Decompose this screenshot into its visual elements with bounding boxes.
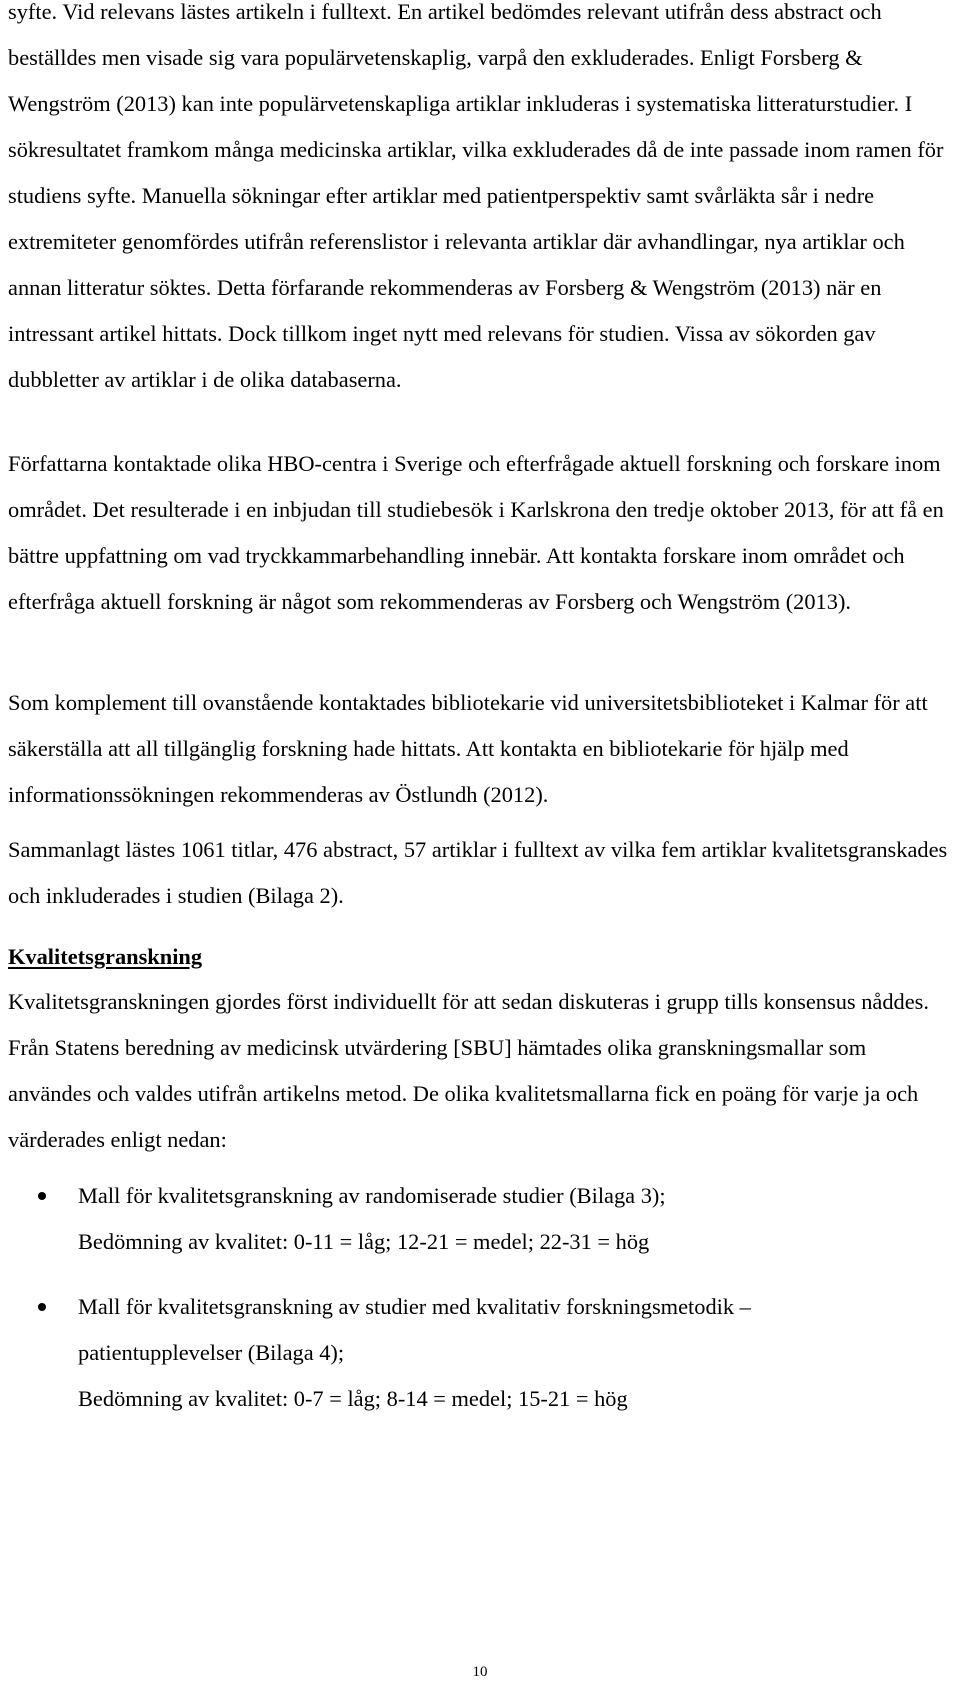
bullet-line: Mall för kvalitetsgranskning av randomiserade studier (Bilaga 3); (78, 1183, 666, 1208)
bullet-text (78, 1173, 928, 1265)
bullet-line: Bedömning av kvalitet: 0-7 = låg; 8-14 = medel; 15-21 = hög (78, 1386, 628, 1411)
bullet-icon (38, 1303, 46, 1311)
section-heading: Kvalitetsgranskning (8, 944, 203, 969)
paragraph-summary-counts: Sammanlagt lästes 1061 titlar, 476 abstract, 57 artiklar i fulltext av vilka fem artiklar kvalitetsgranskades och inkluderades i studien (Bilaga 2). (8, 837, 948, 908)
paragraph-quality-review: Kvalitetsgranskningen gjordes först individuellt för att sedan diskuteras i grupp tills konsensus nåddes. Från Statens beredning av medicinsk utvärdering [SBU] hämtades olika granskningsmallar som användes och valdes utifrån artikelns metod. De olika kvalitetsmallarna fick en poäng för varje ja och värderades enligt nedan: (8, 989, 929, 1152)
paragraph-hbo-centers: Författarna kontaktade olika HBO-centra i Sverige och efterfrågade aktuell forskning och forskare inom området. Det resulterade i en inbjudan till studiebesök i Karlskrona den tredje oktober 2013, för att få en bättre uppfattning om vad tryckkammarbehandling innebär. Att kontakta forskare inom området och efterfråga aktuell forskning är något som rekommenderas av Forsberg och Wengström (2013). (8, 451, 944, 614)
page-number: 10 (472, 1664, 488, 1680)
bullet-line: Bedömning av kvalitet: 0-11 = låg; 12-21 = medel; 22-31 = hög (78, 1229, 650, 1254)
bullet-icon (38, 1192, 46, 1200)
paragraph-librarian: Som komplement till ovanstående kontaktades bibliotekarie vid universitetsbiblioteket i Kalmar för att säkerställa att all tillgänglig forskning hade hittats. Att kontakta en bibliotekarie för hjälp med informationssökningen rekommenderas av Östlundh (2012). (8, 690, 928, 807)
bullet-text (78, 1284, 928, 1422)
bullet-line: patientupplevelser (Bilaga 4); (78, 1340, 345, 1365)
bullet-line: Mall för kvalitetsgranskning av studier med kvalitativ forskningsmetodik – (78, 1294, 751, 1319)
paragraph-search-results: syfte. Vid relevans lästes artikeln i fulltext. En artikel bedömdes relevant utifrån dess abstract och beställdes men visade sig vara populärvetenskaplig, varpå den exkluderades. Enligt Forsberg & Wengström (2013) kan inte populärvetenskapliga artiklar inkluderas i systematiska litteraturstudier. I sökresultatet framkom många medicinska artiklar, vilka exkluderades då de inte passade inom ramen för studiens syfte. Manuella sökningar efter artiklar med patientperspektiv samt svårläkta sår i nedre extremiteter genomfördes utifrån referenslistor i relevanta artiklar där avhandlingar, nya artiklar och annan litteratur söktes. Detta förfarande rekommenderas av Forsberg & Wengström (2013) när en intressant artikel hittats. Dock tillkom inget nytt med relevans för studien. Vissa av sökorden gav dubbletter av artiklar i de olika databaserna. (8, 0, 944, 392)
